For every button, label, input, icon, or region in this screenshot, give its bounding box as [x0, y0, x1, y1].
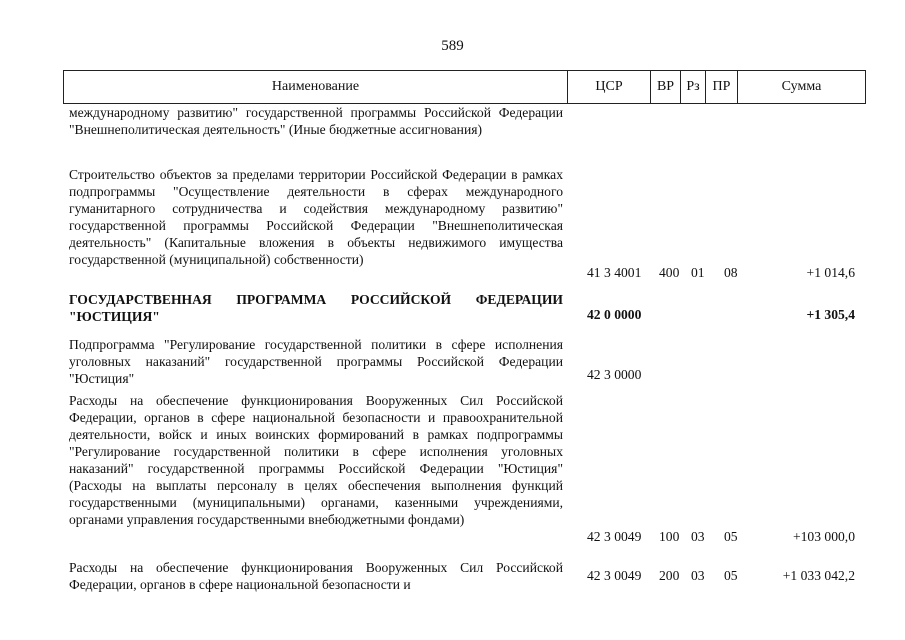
- row-name: международному развитию" государственной программы Российской Федерации "Внешнеполитическая деятельность" (Иные бюджетные ассигнования): [69, 105, 563, 137]
- header-csr: ЦСР: [568, 71, 651, 103]
- header-sum: Сумма: [781, 79, 822, 94]
- header-vr: ВР: [651, 71, 681, 103]
- row-rz: 03: [691, 529, 705, 544]
- header-pr: ПР: [706, 71, 738, 103]
- table-header: [63, 70, 866, 104]
- row-pr: 05: [724, 529, 738, 544]
- row-name: Подпрограмма "Регулирование государственной политики в сфере исполнения уголовных наказаний" государственной программы Российской Федерации "Юстиция": [69, 337, 563, 386]
- row-sum: +103 000,0: [792, 529, 855, 544]
- row-sum: +1 033 042,2: [782, 568, 855, 583]
- row-csr: 42 3 0049: [587, 568, 642, 583]
- row-name: ГОСУДАРСТВЕННАЯ ПРОГРАММА РОССИЙСКОЙ ФЕДЕРАЦИИ "ЮСТИЦИЯ": [69, 292, 563, 324]
- row-rz: 03: [691, 568, 705, 583]
- row-vr: 100: [659, 529, 680, 544]
- row-csr: 42 3 0000: [587, 367, 642, 382]
- header-name: Наименование: [64, 71, 568, 103]
- row-csr: 42 3 0049: [587, 529, 642, 544]
- row-name: Строительство объектов за пределами территории Российской Федерации в рамках подпрограммы "Осуществление деятельности в сферах международного гуманитарного сотрудничества и содействия международному развитию" государственной программы Российской Федерации "Внешнеполитическая деятельность" (Капитальные вложения в объекты недвижимого имущества государственной (муниципальной) собственности): [69, 167, 563, 267]
- row-pr: 05: [724, 568, 738, 583]
- row-csr: 41 3 4001: [587, 265, 642, 280]
- row-rz: 01: [691, 265, 705, 280]
- row-pr: 08: [724, 265, 738, 280]
- page-number: 589: [441, 38, 464, 54]
- header-rz: Рз: [681, 71, 706, 103]
- row-name: Расходы на обеспечение функционирования Вооруженных Сил Российской Федерации, органов в сфере национальной безопасности и правоохранительной деятельности, войск и иных воинских формирований в рамках подпрограммы "Регулирование государственной политики в сфере исполнения уголовных наказаний" государственной программы Российской Федерации "Юстиция" (Расходы на выплаты персоналу в целях обеспечения выполнения функций государственными (муниципальными) органами, казенными учреждениями, органами управления государственными внебюджетными фондами): [69, 393, 563, 527]
- row-csr: 42 0 0000: [587, 307, 642, 322]
- row-sum: +1 305,4: [806, 307, 855, 322]
- row-vr: 200: [659, 568, 680, 583]
- row-vr: 400: [659, 265, 680, 280]
- row-sum: +1 014,6: [806, 265, 855, 280]
- row-name: Расходы на обеспечение функционирования Вооруженных Сил Российской Федерации, органов в сфере национальной безопасности и: [69, 560, 563, 592]
